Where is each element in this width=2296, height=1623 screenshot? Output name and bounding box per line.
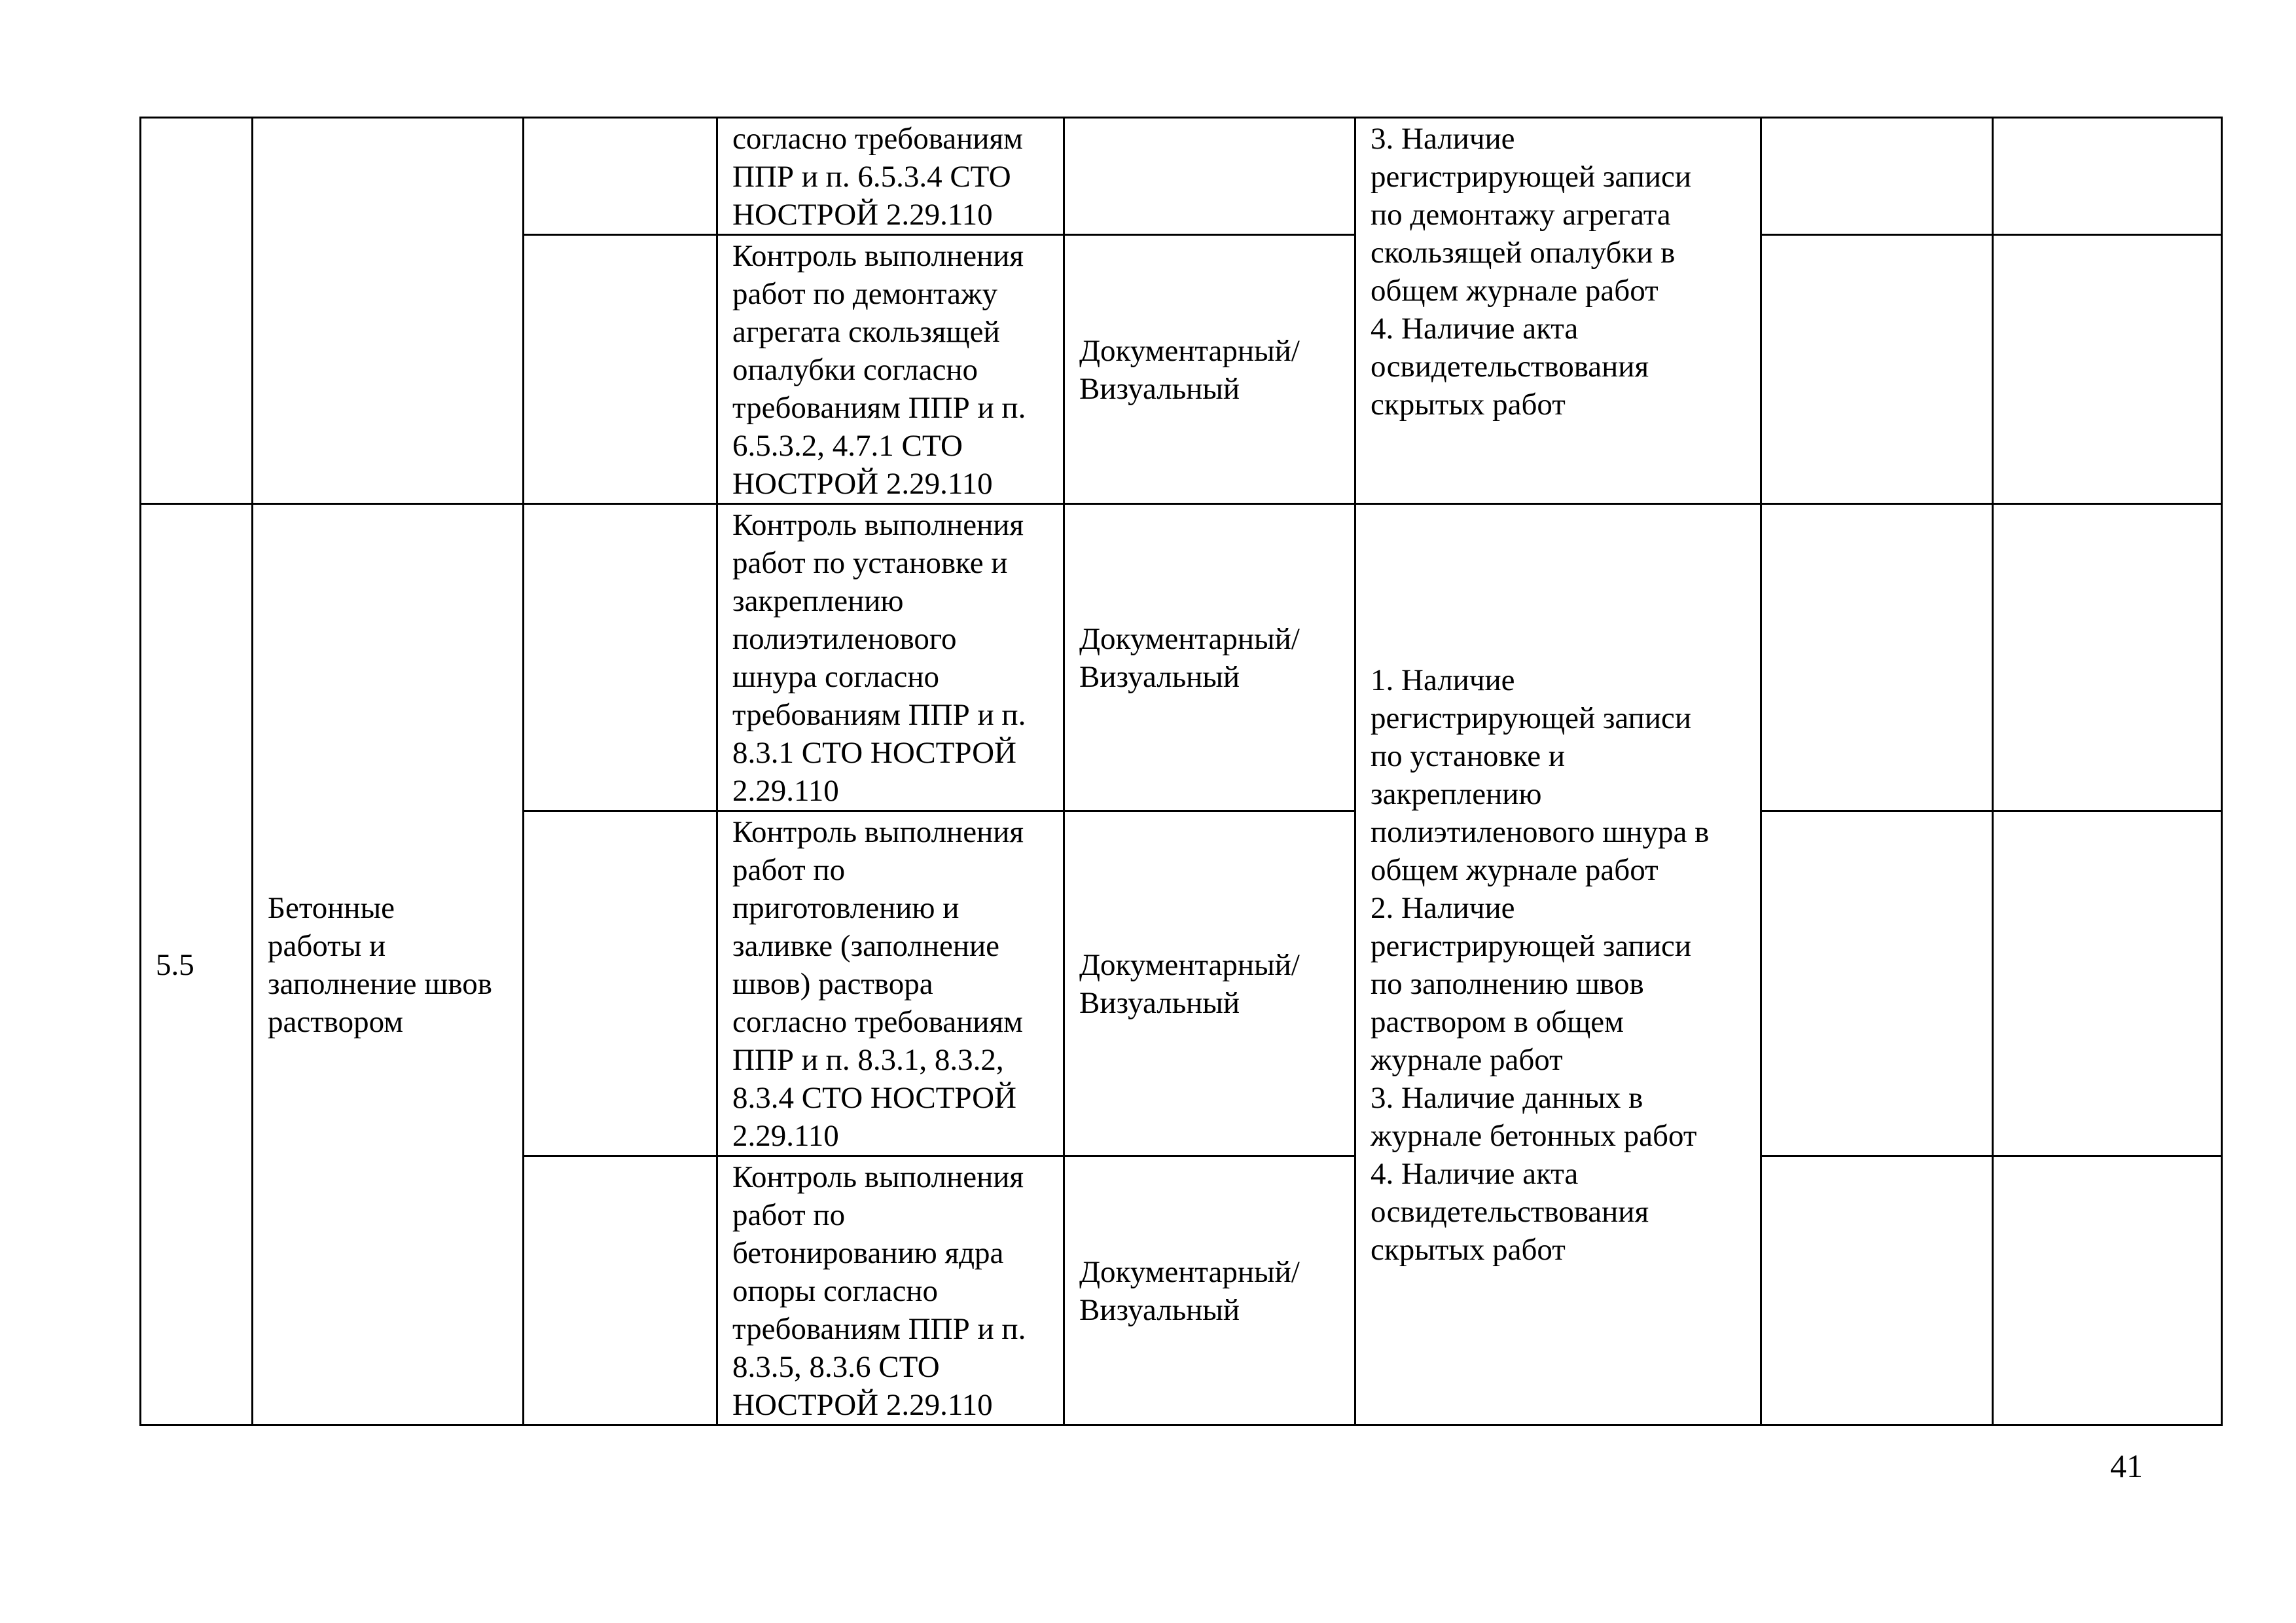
empty-cell [524,118,717,235]
method-cell [1064,118,1355,235]
method-text [1065,119,1354,120]
control-text: Контроль выполнения работ по демонтажу агрегата скользящей опалубки согласно требованиям ППР и п. 6.5.3.2, 4.7.1 СТО НОСТРОЙ 2.29.110 [732,239,1026,501]
evidence-text: 1. Наличие регистрирующей записи по установке и закреплению полиэтиленового шнура в общем журнале работ 2. Наличие регистрирующей записи по заполнению швов раствором в общем журнале работ 3. Наличие данных в журнале бетонных работ 4. Наличие акта освидетельствования скрытых работ [1371,663,1710,1267]
control-cell [717,1156,1064,1425]
work-name-cell [253,504,524,1425]
method-cell [1064,504,1355,811]
method-text: Документарный/ Визуальный [1079,334,1300,406]
control-cell [717,504,1064,811]
control-cell [717,811,1064,1156]
empty-cell [524,235,717,504]
empty-cell [1993,235,2222,504]
control-table [139,117,2223,1426]
method-cell [1064,811,1355,1156]
evidence-text: 3. Наличие регистрирующей записи по демонтажу агрегата скользящей опалубки в общем журнале работ 4. Наличие акта освидетельствования скрытых работ [1371,122,1691,422]
table-row [141,504,2222,811]
evidence-cell [1355,118,1761,504]
empty-cell [1993,118,2222,235]
empty-cell [1761,504,1993,811]
method-cell [1064,1156,1355,1425]
control-cell [717,118,1064,235]
item-number: 5.5 [156,948,194,982]
control-text: Контроль выполнения работ по приготовлению и заливке (заполнение швов) раствора согласно требованиям ППР и п. 8.3.1, 8.3.2, 8.3.4 СТО НОСТРОЙ 2.29.110 [732,815,1024,1153]
table-row [141,118,2222,235]
method-text: Документарный/ Визуальный [1079,1255,1300,1327]
empty-cell [524,504,717,811]
work-name-cell [253,118,524,504]
empty-cell [1761,1156,1993,1425]
empty-cell [1761,235,1993,504]
evidence-cell [1355,504,1761,1425]
empty-cell [1993,811,2222,1156]
empty-cell [1993,504,2222,811]
method-text: Документарный/ Визуальный [1079,622,1300,694]
method-text: Документарный/ Визуальный [1079,948,1300,1020]
empty-cell [524,1156,717,1425]
empty-cell [1761,118,1993,235]
item-number-cell [141,504,253,1425]
control-text: Контроль выполнения работ по бетонированию ядра опоры согласно требованиям ППР и п. 8.3.5, 8.3.6 СТО НОСТРОЙ 2.29.110 [732,1160,1026,1422]
control-text: согласно требованиям ППР и п. 6.5.3.4 СТО НОСТРОЙ 2.29.110 [732,122,1023,232]
empty-cell [1993,1156,2222,1425]
empty-cell [1761,811,1993,1156]
method-cell [1064,235,1355,504]
item-number-cell [141,118,253,504]
control-cell [717,235,1064,504]
control-text: Контроль выполнения работ по установке и закреплению полиэтиленового шнура согласно требованиям ППР и п. 8.3.1 СТО НОСТРОЙ 2.29.110 [732,508,1026,808]
work-name: Бетонные работы и заполнение швов раствором [268,891,492,1039]
empty-cell [524,811,717,1156]
page-number: 41 [2110,1448,2143,1484]
